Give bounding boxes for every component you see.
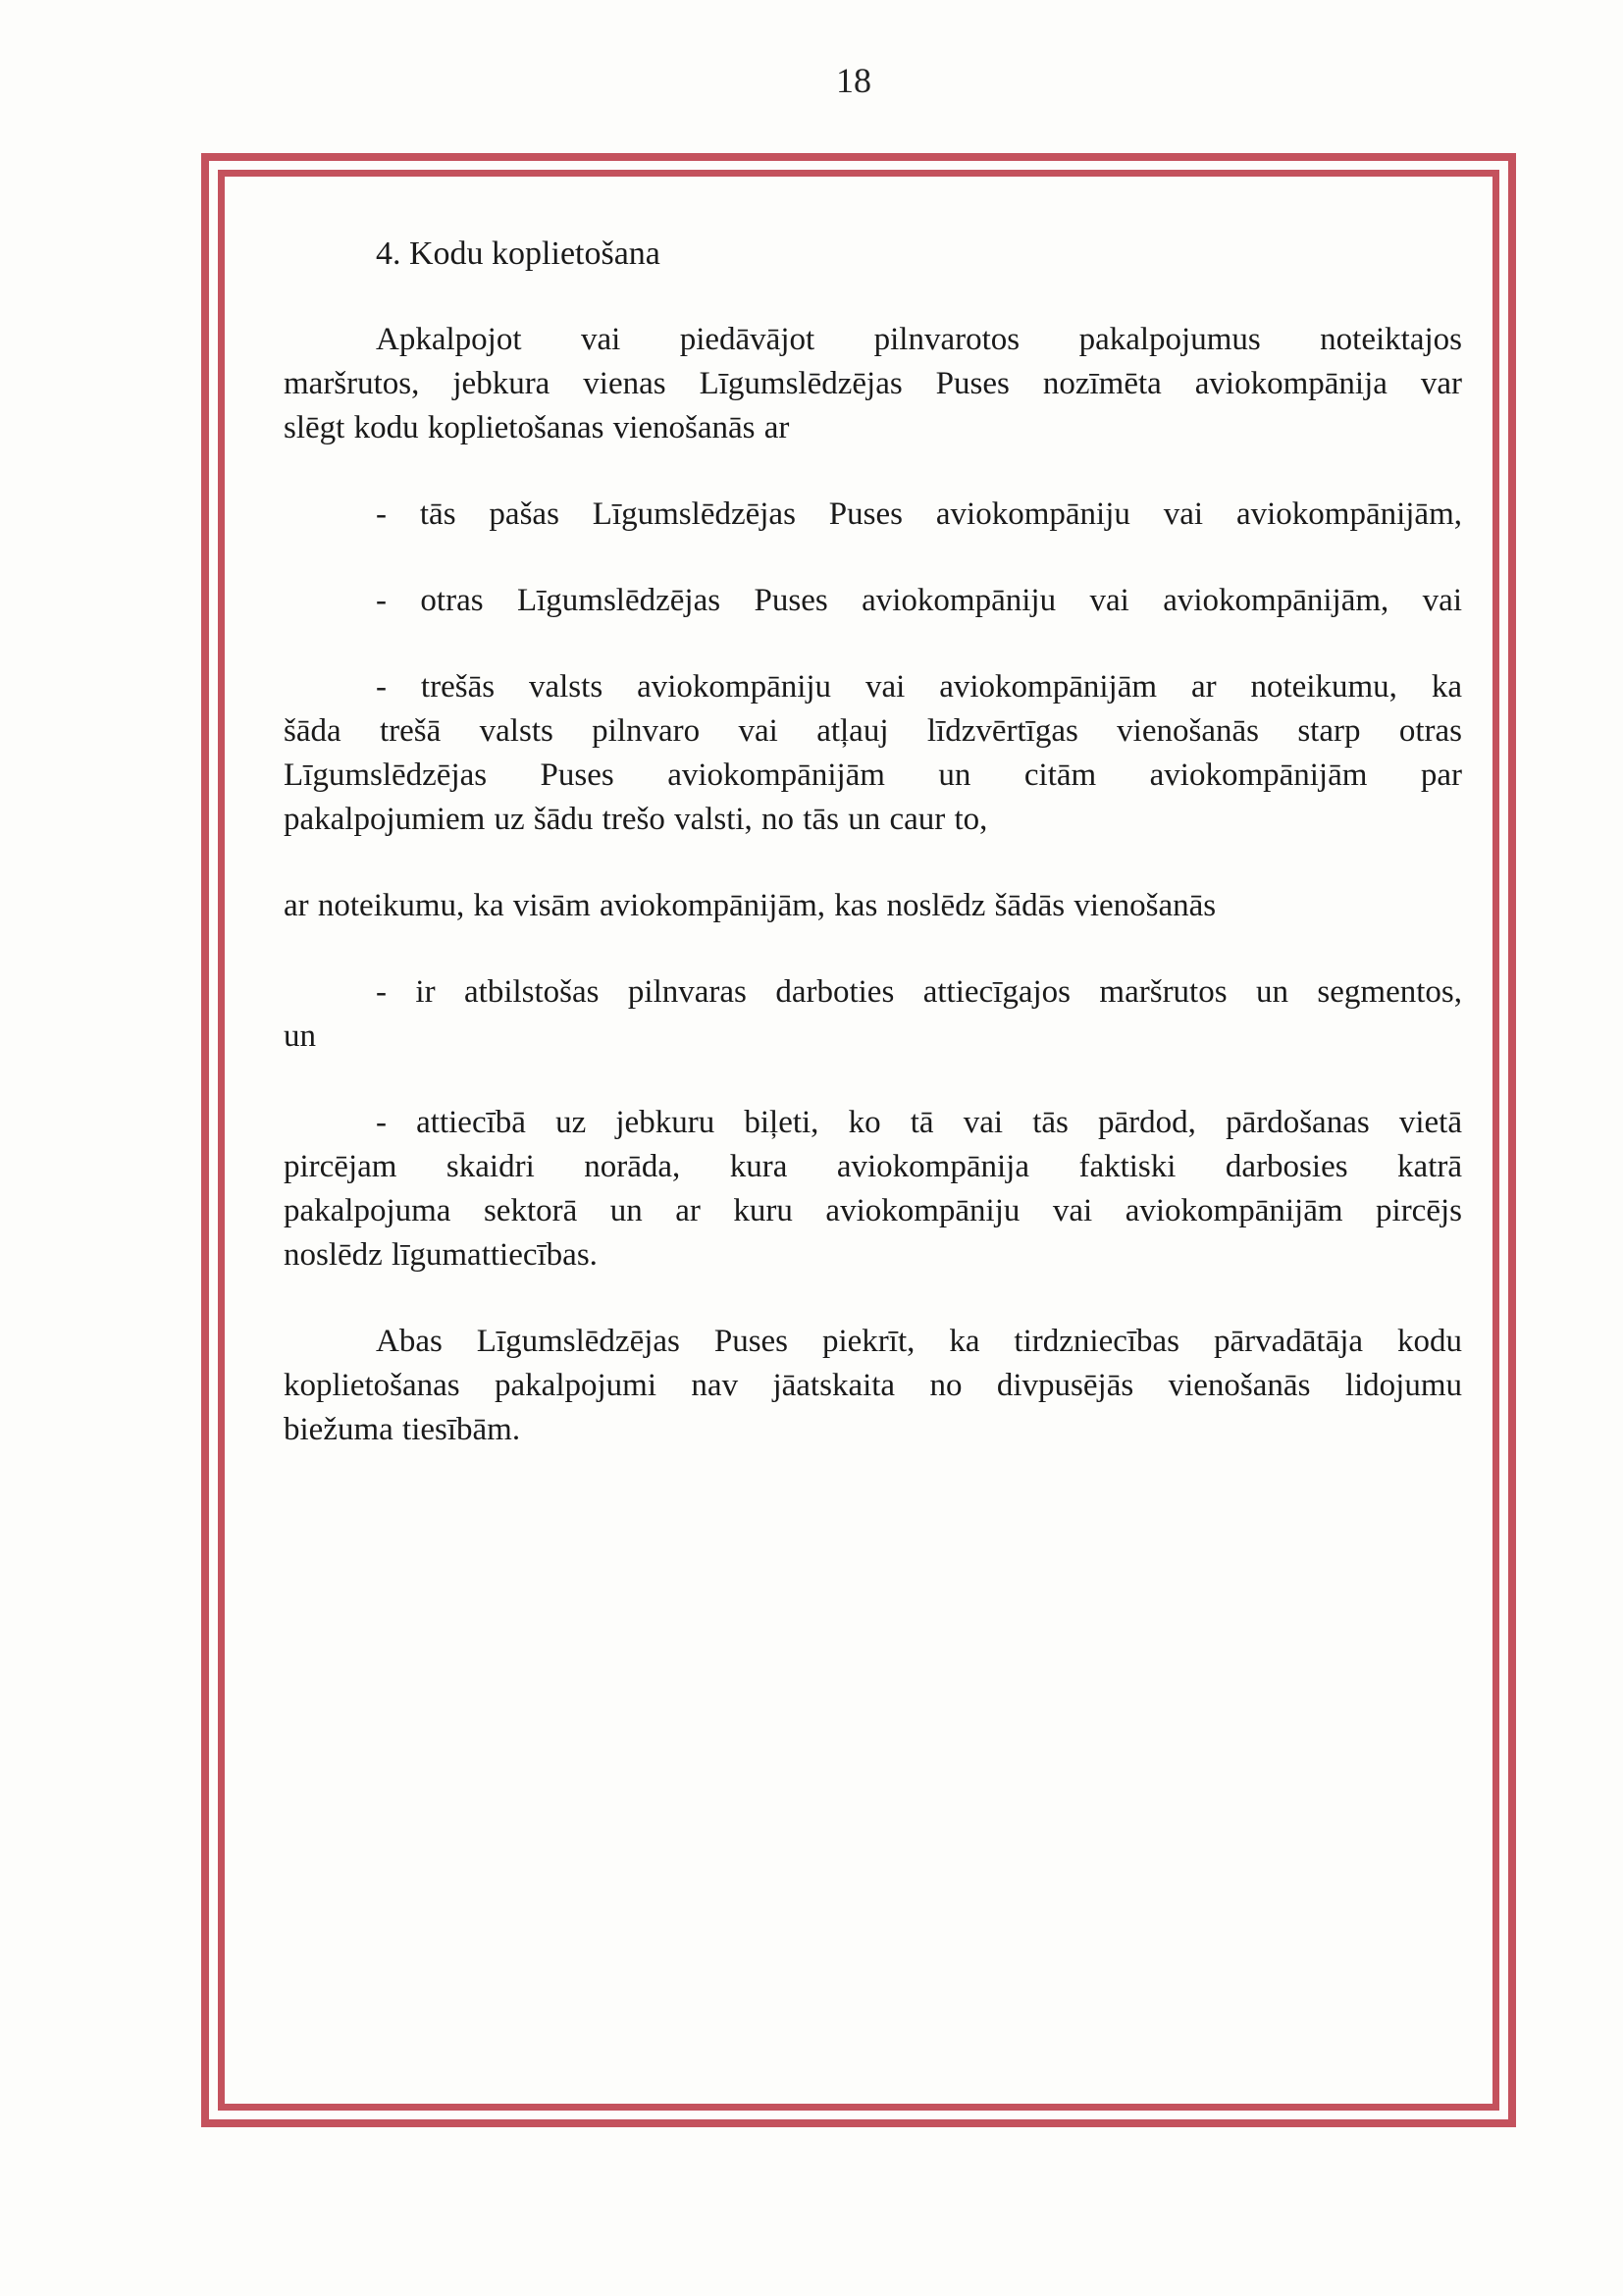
page-border-inner [218, 170, 1499, 2111]
paragraph-closing [284, 1320, 1462, 1452]
text-line: pakalpojumiem uz šādu trešo valsti, no tās un caur to, [284, 802, 988, 837]
text-line: - otras Līgumslēdzējas Puses aviokompāniju vai aviokompānijām, vai [376, 583, 1462, 618]
text-line: noslēdz līgumattiecības. [284, 1237, 598, 1273]
text-line: Apkalpojot vai piedāvājot pilnvarotos pakalpojumus noteiktajos [376, 322, 1462, 357]
paragraph-condition [284, 884, 1462, 928]
text-line: - attiecībā uz jebkuru biļeti, ko tā vai tās pārdod, pārdošanas vietā [376, 1105, 1462, 1140]
text-line: - trešās valsts aviokompāniju vai aviokompānijām ar noteikumu, ka [376, 669, 1462, 704]
paragraph-intro [284, 318, 1462, 450]
text-line: un [284, 1018, 316, 1054]
text-line: koplietošanas pakalpojumi nav jāatskaita no divpusējās vienošanās lidojumu [284, 1368, 1462, 1403]
text-line: pakalpojuma sektorā un ar kuru aviokompāniju vai aviokompānijām pircējs [284, 1193, 1462, 1228]
text-line: Abas Līgumslēdzējas Puses piekrīt, ka tirdzniecības pārvadātāja kodu [376, 1324, 1462, 1359]
paragraph-bullet-authority [284, 970, 1462, 1059]
text-line: biežuma tiesībām. [284, 1412, 521, 1447]
section-heading: 4. Kodu koplietošana [376, 235, 660, 272]
paragraph-bullet-other-party [284, 579, 1462, 623]
text-line: - ir atbilstošas pilnvaras darboties attiecīgajos maršrutos un segmentos, [376, 974, 1462, 1010]
text-line: slēgt kodu koplietošanas vienošanās ar [284, 410, 790, 445]
page-border-outer [201, 153, 1516, 2127]
paragraph-bullet-ticket [284, 1101, 1462, 1278]
text-line: - tās pašas Līgumslēdzējas Puses aviokompāniju vai aviokompānijām, [376, 496, 1462, 532]
paragraph-bullet-third-country [284, 665, 1462, 842]
text-line: šāda trešā valsts pilnvaro vai atļauj līdzvērtīgas vienošanās starp otras [284, 713, 1462, 749]
text-line: pircējam skaidri norāda, kura aviokompānija faktiski darbosies katrā [284, 1149, 1462, 1184]
text-line: maršrutos, jebkura vienas Līgumslēdzējas Puses nozīmēta aviokompānija var [284, 366, 1462, 401]
text-line: Līgumslēdzējas Puses aviokompānijām un citām aviokompānijām par [284, 757, 1462, 793]
page-number: 18 [836, 61, 871, 100]
paragraph-bullet-same-party [284, 493, 1462, 537]
document-content [225, 177, 1492, 2104]
text-line: ar noteikumu, ka visām aviokompānijām, kas noslēdz šādās vienošanās [284, 888, 1217, 923]
